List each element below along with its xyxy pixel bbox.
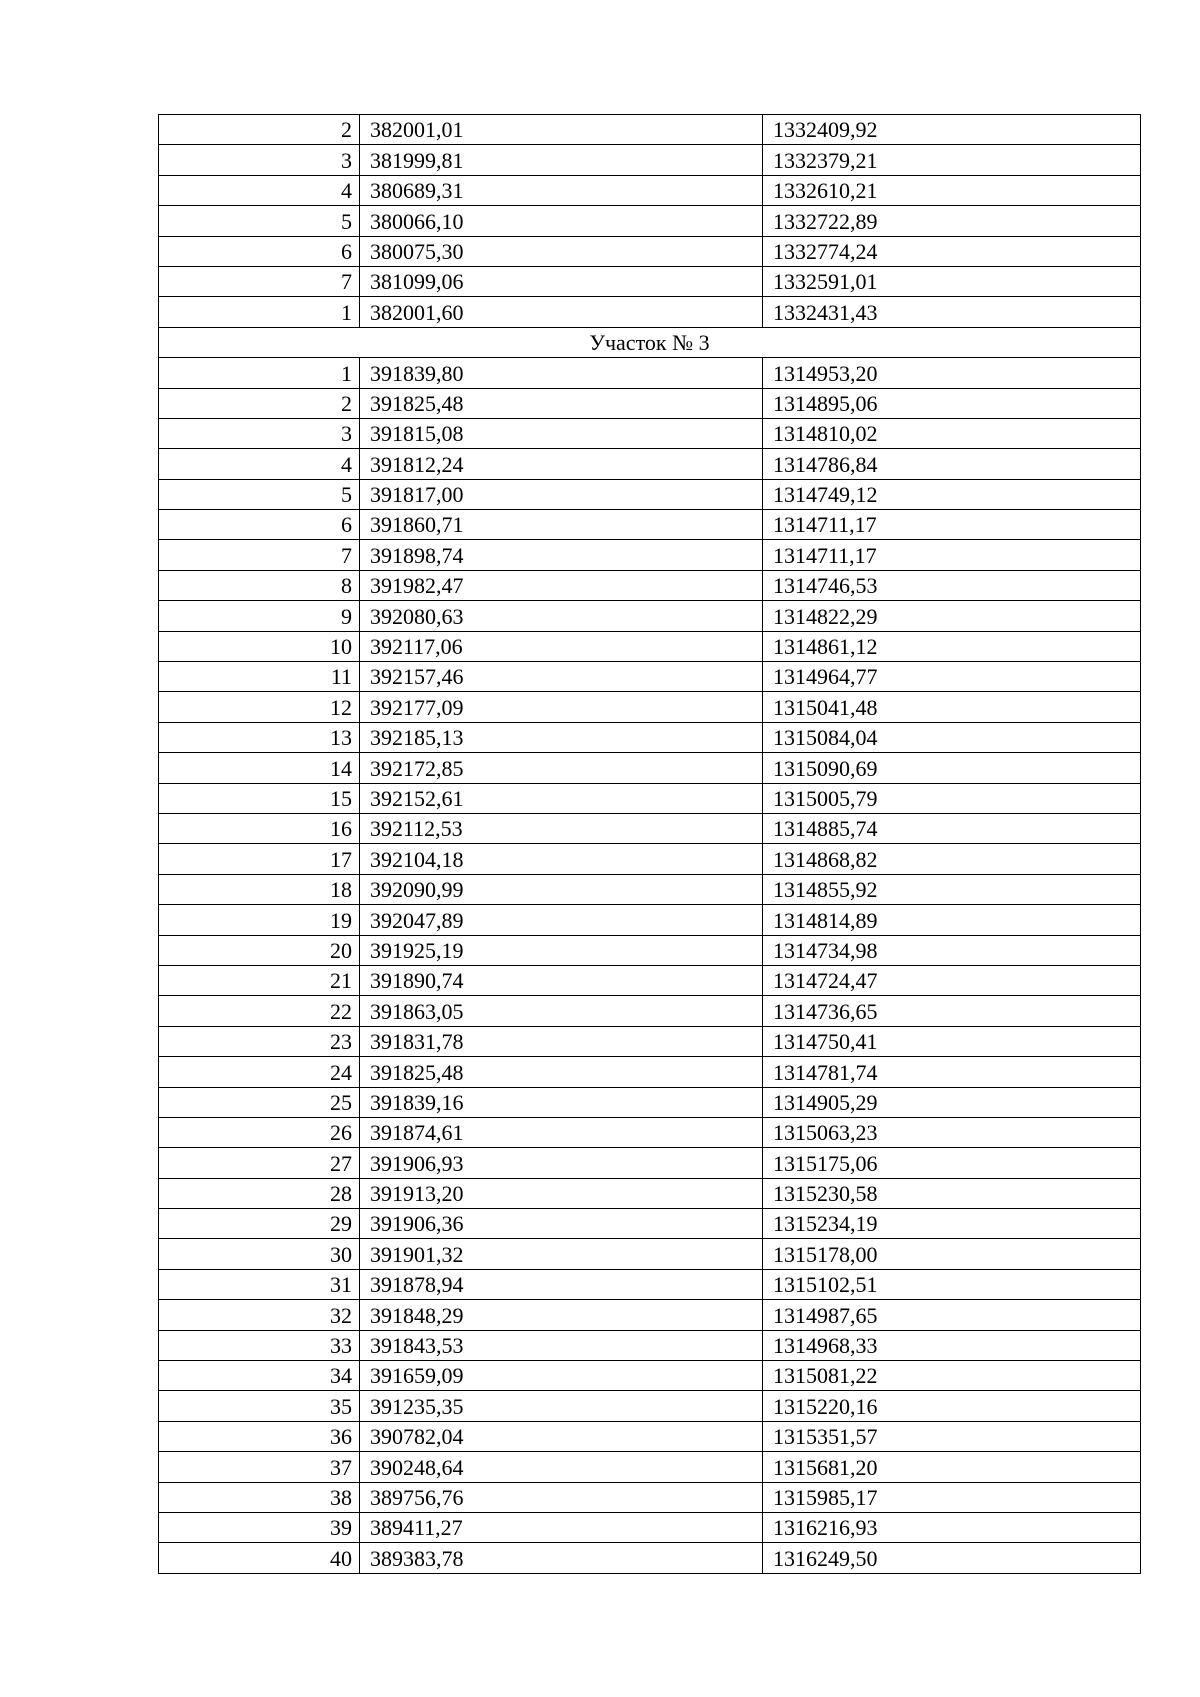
x-coordinate-cell: 391925,19 (360, 935, 763, 965)
y-coordinate-cell: 1332409,92 (763, 115, 1141, 145)
point-number-cell: 33 (159, 1330, 360, 1360)
table-row (159, 115, 1141, 145)
x-coordinate-cell: 391982,47 (360, 570, 763, 600)
point-number-cell: 6 (159, 236, 360, 266)
point-number-cell: 30 (159, 1239, 360, 1269)
y-coordinate-cell: 1314953,20 (763, 358, 1141, 388)
point-number-cell: 7 (159, 540, 360, 570)
table-row (159, 1482, 1141, 1512)
point-number-cell: 19 (159, 905, 360, 935)
x-coordinate-cell: 392090,99 (360, 874, 763, 904)
point-number-cell: 5 (159, 206, 360, 236)
y-coordinate-cell: 1315220,16 (763, 1391, 1141, 1421)
y-coordinate-cell: 1315063,23 (763, 1117, 1141, 1147)
x-coordinate-cell: 391848,29 (360, 1300, 763, 1330)
x-coordinate-cell: 391659,09 (360, 1361, 763, 1391)
y-coordinate-cell: 1314814,89 (763, 905, 1141, 935)
table-row (159, 1178, 1141, 1208)
table-row (159, 1512, 1141, 1542)
table-row (159, 844, 1141, 874)
y-coordinate-cell: 1315084,04 (763, 722, 1141, 752)
x-coordinate-cell: 391863,05 (360, 996, 763, 1026)
y-coordinate-cell: 1314781,74 (763, 1057, 1141, 1087)
y-coordinate-cell: 1315090,69 (763, 753, 1141, 783)
point-number-cell: 24 (159, 1057, 360, 1087)
y-coordinate-cell: 1314855,92 (763, 874, 1141, 904)
y-coordinate-cell: 1332774,24 (763, 236, 1141, 266)
table-row (159, 570, 1141, 600)
y-coordinate-cell: 1315230,58 (763, 1178, 1141, 1208)
x-coordinate-cell: 391890,74 (360, 965, 763, 995)
table-row (159, 388, 1141, 418)
x-coordinate-cell: 391815,08 (360, 418, 763, 448)
table-row (159, 1209, 1141, 1239)
point-number-cell: 13 (159, 722, 360, 752)
table-row (159, 266, 1141, 296)
x-coordinate-cell: 391839,80 (360, 358, 763, 388)
point-number-cell: 16 (159, 813, 360, 843)
point-number-cell: 12 (159, 692, 360, 722)
point-number-cell: 36 (159, 1421, 360, 1451)
y-coordinate-cell: 1314736,65 (763, 996, 1141, 1026)
y-coordinate-cell: 1314711,17 (763, 510, 1141, 540)
x-coordinate-cell: 391235,35 (360, 1391, 763, 1421)
point-number-cell: 31 (159, 1269, 360, 1299)
section-header-row (159, 327, 1141, 357)
table-row (159, 1421, 1141, 1451)
y-coordinate-cell: 1314734,98 (763, 935, 1141, 965)
table-row (159, 813, 1141, 843)
table-row (159, 1300, 1141, 1330)
table-row (159, 418, 1141, 448)
x-coordinate-cell: 391825,48 (360, 1057, 763, 1087)
y-coordinate-cell: 1315175,06 (763, 1148, 1141, 1178)
point-number-cell: 1 (159, 297, 360, 327)
x-coordinate-cell: 391817,00 (360, 479, 763, 509)
point-number-cell: 35 (159, 1391, 360, 1421)
x-coordinate-cell: 391913,20 (360, 1178, 763, 1208)
point-number-cell: 21 (159, 965, 360, 995)
point-number-cell: 29 (159, 1209, 360, 1239)
y-coordinate-cell: 1314786,84 (763, 449, 1141, 479)
table-row (159, 1269, 1141, 1299)
point-number-cell: 11 (159, 662, 360, 692)
table-row (159, 1543, 1141, 1573)
point-number-cell: 27 (159, 1148, 360, 1178)
y-coordinate-cell: 1316216,93 (763, 1512, 1141, 1542)
point-number-cell: 15 (159, 783, 360, 813)
table-row (159, 1361, 1141, 1391)
point-number-cell: 10 (159, 631, 360, 661)
table-row (159, 965, 1141, 995)
y-coordinate-cell: 1314868,82 (763, 844, 1141, 874)
x-coordinate-cell: 391874,61 (360, 1117, 763, 1147)
x-coordinate-cell: 380066,10 (360, 206, 763, 236)
point-number-cell: 37 (159, 1452, 360, 1482)
table-row (159, 145, 1141, 175)
point-number-cell: 20 (159, 935, 360, 965)
y-coordinate-cell: 1332379,21 (763, 145, 1141, 175)
table-row (159, 783, 1141, 813)
table-row (159, 175, 1141, 205)
table-row (159, 510, 1141, 540)
x-coordinate-cell: 391898,74 (360, 540, 763, 570)
x-coordinate-cell: 391860,71 (360, 510, 763, 540)
point-number-cell: 18 (159, 874, 360, 904)
x-coordinate-cell: 380689,31 (360, 175, 763, 205)
point-number-cell: 38 (159, 1482, 360, 1512)
table-row (159, 905, 1141, 935)
y-coordinate-cell: 1316249,50 (763, 1543, 1141, 1573)
point-number-cell: 23 (159, 1026, 360, 1056)
y-coordinate-cell: 1315005,79 (763, 783, 1141, 813)
x-coordinate-cell: 392112,53 (360, 813, 763, 843)
point-number-cell: 7 (159, 266, 360, 296)
y-coordinate-cell: 1314987,65 (763, 1300, 1141, 1330)
y-coordinate-cell: 1315234,19 (763, 1209, 1141, 1239)
point-number-cell: 2 (159, 388, 360, 418)
table-row (159, 1452, 1141, 1482)
point-number-cell: 32 (159, 1300, 360, 1330)
table-row (159, 753, 1141, 783)
table-row (159, 662, 1141, 692)
y-coordinate-cell: 1314750,41 (763, 1026, 1141, 1056)
point-number-cell: 2 (159, 115, 360, 145)
point-number-cell: 8 (159, 570, 360, 600)
table-row (159, 935, 1141, 965)
y-coordinate-cell: 1314724,47 (763, 965, 1141, 995)
y-coordinate-cell: 1314749,12 (763, 479, 1141, 509)
point-number-cell: 3 (159, 418, 360, 448)
point-number-cell: 14 (159, 753, 360, 783)
y-coordinate-cell: 1332431,43 (763, 297, 1141, 327)
y-coordinate-cell: 1315102,51 (763, 1269, 1141, 1299)
table-row (159, 722, 1141, 752)
y-coordinate-cell: 1315351,57 (763, 1421, 1141, 1451)
x-coordinate-cell: 381999,81 (360, 145, 763, 175)
table-row (159, 631, 1141, 661)
point-number-cell: 17 (159, 844, 360, 874)
y-coordinate-cell: 1315041,48 (763, 692, 1141, 722)
y-coordinate-cell: 1314746,53 (763, 570, 1141, 600)
x-coordinate-cell: 391825,48 (360, 388, 763, 418)
table-row (159, 1239, 1141, 1269)
x-coordinate-cell: 391812,24 (360, 449, 763, 479)
point-number-cell: 28 (159, 1178, 360, 1208)
point-number-cell: 1 (159, 358, 360, 388)
table-row (159, 692, 1141, 722)
table-row (159, 1391, 1141, 1421)
table-row (159, 540, 1141, 570)
table-row (159, 358, 1141, 388)
y-coordinate-cell: 1314822,29 (763, 601, 1141, 631)
y-coordinate-cell: 1314810,02 (763, 418, 1141, 448)
point-number-cell: 5 (159, 479, 360, 509)
table-row (159, 1117, 1141, 1147)
table-row (159, 874, 1141, 904)
point-number-cell: 40 (159, 1543, 360, 1573)
point-number-cell: 4 (159, 175, 360, 205)
x-coordinate-cell: 390248,64 (360, 1452, 763, 1482)
y-coordinate-cell: 1332610,21 (763, 175, 1141, 205)
y-coordinate-cell: 1315985,17 (763, 1482, 1141, 1512)
point-number-cell: 26 (159, 1117, 360, 1147)
y-coordinate-cell: 1314885,74 (763, 813, 1141, 843)
x-coordinate-cell: 391843,53 (360, 1330, 763, 1360)
x-coordinate-cell: 391906,36 (360, 1209, 763, 1239)
x-coordinate-cell: 392104,18 (360, 844, 763, 874)
point-number-cell: 25 (159, 1087, 360, 1117)
x-coordinate-cell: 392177,09 (360, 692, 763, 722)
y-coordinate-cell: 1315081,22 (763, 1361, 1141, 1391)
table-row (159, 1057, 1141, 1087)
y-coordinate-cell: 1314964,77 (763, 662, 1141, 692)
table-row (159, 206, 1141, 236)
y-coordinate-cell: 1314861,12 (763, 631, 1141, 661)
y-coordinate-cell: 1315178,00 (763, 1239, 1141, 1269)
x-coordinate-cell: 392152,61 (360, 783, 763, 813)
y-coordinate-cell: 1314905,29 (763, 1087, 1141, 1117)
table-row (159, 601, 1141, 631)
x-coordinate-cell: 382001,60 (360, 297, 763, 327)
x-coordinate-cell: 392172,85 (360, 753, 763, 783)
x-coordinate-cell: 391901,32 (360, 1239, 763, 1269)
table-row (159, 996, 1141, 1026)
table-row (159, 236, 1141, 266)
x-coordinate-cell: 389383,78 (360, 1543, 763, 1573)
x-coordinate-cell: 389756,76 (360, 1482, 763, 1512)
x-coordinate-cell: 391878,94 (360, 1269, 763, 1299)
y-coordinate-cell: 1332591,01 (763, 266, 1141, 296)
x-coordinate-cell: 391839,16 (360, 1087, 763, 1117)
section-title: Участок № 3 (159, 327, 1141, 357)
y-coordinate-cell: 1332722,89 (763, 206, 1141, 236)
table-row (159, 479, 1141, 509)
table-row (159, 1148, 1141, 1178)
point-number-cell: 22 (159, 996, 360, 1026)
table-row (159, 1330, 1141, 1360)
y-coordinate-cell: 1314711,17 (763, 540, 1141, 570)
x-coordinate-cell: 392157,46 (360, 662, 763, 692)
table-row (159, 297, 1141, 327)
table-row (159, 1087, 1141, 1117)
table-row (159, 449, 1141, 479)
x-coordinate-cell: 380075,30 (360, 236, 763, 266)
point-number-cell: 6 (159, 510, 360, 540)
x-coordinate-cell: 392047,89 (360, 905, 763, 935)
point-number-cell: 39 (159, 1512, 360, 1542)
x-coordinate-cell: 382001,01 (360, 115, 763, 145)
x-coordinate-cell: 391831,78 (360, 1026, 763, 1056)
x-coordinate-cell: 390782,04 (360, 1421, 763, 1451)
table-row (159, 1026, 1141, 1056)
coordinates-table (158, 114, 1141, 1574)
x-coordinate-cell: 389411,27 (360, 1512, 763, 1542)
y-coordinate-cell: 1314895,06 (763, 388, 1141, 418)
y-coordinate-cell: 1315681,20 (763, 1452, 1141, 1482)
x-coordinate-cell: 392185,13 (360, 722, 763, 752)
x-coordinate-cell: 391906,93 (360, 1148, 763, 1178)
y-coordinate-cell: 1314968,33 (763, 1330, 1141, 1360)
point-number-cell: 4 (159, 449, 360, 479)
x-coordinate-cell: 381099,06 (360, 266, 763, 296)
point-number-cell: 3 (159, 145, 360, 175)
coordinates-table-body (159, 115, 1141, 1574)
point-number-cell: 9 (159, 601, 360, 631)
point-number-cell: 34 (159, 1361, 360, 1391)
x-coordinate-cell: 392117,06 (360, 631, 763, 661)
x-coordinate-cell: 392080,63 (360, 601, 763, 631)
